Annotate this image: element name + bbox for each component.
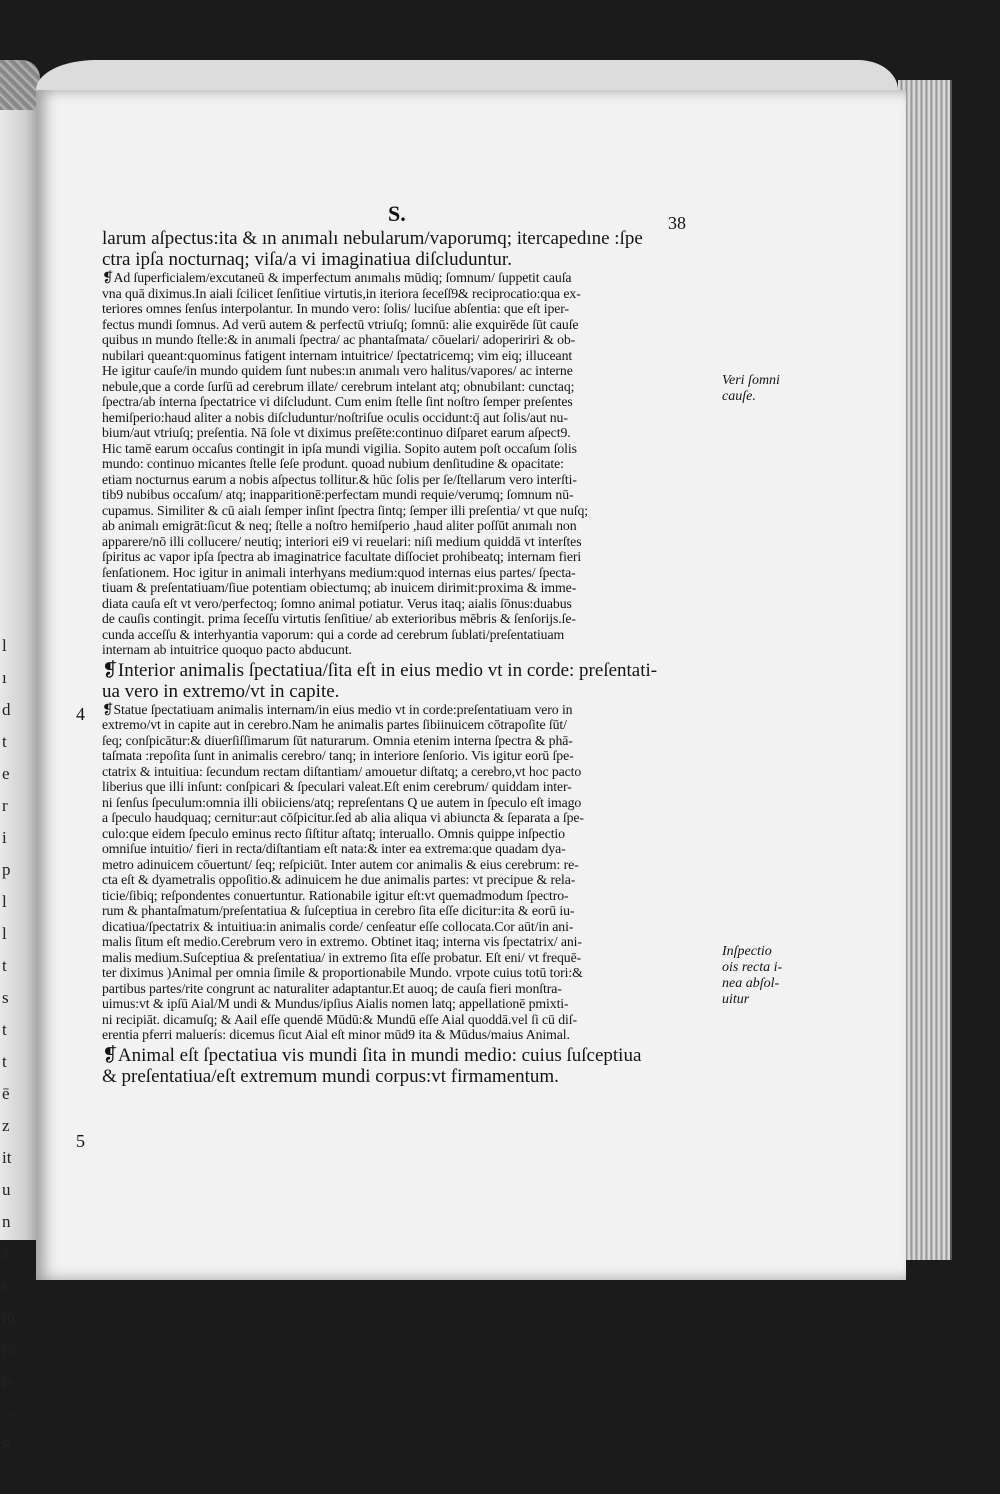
text-line: a ſpeculo haudquaq; cernitur:aut cōſpicitur.ſed ab alia aliqua vi abiuncta & ſeparata a ſpe- xyxy=(102,810,584,825)
left-mark: e xyxy=(2,764,10,783)
text-line: liberius que illi inſunt: conſpicari & ſpeculari valeat.Eſt enim cerebrum/ quiddam inter- xyxy=(102,779,572,794)
text-line: internam ab intuitrice quoquo pacto abducunt. xyxy=(102,642,352,657)
text-line: bium/aut vtriuſq; preſentia. Nā ſole vt diximus preſēte:continuo diſparet earum aſpect9. xyxy=(102,425,571,440)
text-line: metro adinuicem cōuertunt/ ſeq; reſpiciūt. Inter autem cor animalis & eius cerebrum: re- xyxy=(102,856,579,872)
marginal-note-line: nea abſol- xyxy=(722,976,780,991)
text-line: taſmata :repoſita ſunt in animalis cerebro/ tanq; in interiore ſenſorio. Vis igitur eorū ſpe- xyxy=(102,748,574,763)
text-line: uimus:vt & ipſū Aial/M undi & Mundus/ipſius Aialis nomen latq; appellationē pmixti- xyxy=(102,996,569,1011)
text-line: cta eſt & dyametralis oppoſitio.& adinuicem he due animalis partes: vt precipue & rela- xyxy=(102,872,576,887)
text-line: ſeq; conſpicātur:& diuerſiſſimarum ſūt naturarum. Omnia etenim interna ſpectra & phā- xyxy=(102,732,573,748)
text-line: diata cauſa eſt vt vero/perfectoq; ſomno animal potiatur. Verus itaq; aialis ſōnus:duabus xyxy=(102,595,572,611)
paragraph-number: 4 xyxy=(76,704,85,724)
text-line: ni ſenſus ſpeculum:omnia illi obiiciens/atq; repreſentans Q ue autem in ſpeculo eſt imago xyxy=(102,794,582,810)
text-line: partibus partes/rite congrunt ac naturaliter adaptantur.Et auoq; de cauſa fieri monſtra- xyxy=(102,980,562,996)
left-mark: l xyxy=(2,892,7,911)
text-line: ni recipiāt. dicamuſq; & Aail eſſe quendē Mūdū:& Mundū eſſe Aial quoddā.vel ſi cū diſ- xyxy=(102,1011,577,1027)
text-line: dicatiua/ſpectatrix & intuitiua:in animalis corde/ cenſeatur eſſe collocata.Cor aūt/in ani- xyxy=(102,918,574,934)
text-line: quibus ın mundo ſtelle:& in anımali ſpectra/ ac phantaſmata/ cōuelari/ adopeririri & ob- xyxy=(102,332,576,347)
text-line: ❡Ad ſuperficialem/excutaneū & imperfectum anımalıs mūdiq; ſomnum/ ſuppetit cauſa xyxy=(102,270,572,285)
text-line: cunda acceſſu & interhyantia vaporum: qui a corde ad cerebrum ſublati/preſentatiuam xyxy=(102,626,565,642)
text-line: teriores omnes ſenſus interpolantur. In mundo vero: ſolis/ luciſue abſentia: que eſt iper- xyxy=(102,301,569,316)
marginal-note xyxy=(722,373,802,405)
left-mark: r xyxy=(2,796,8,815)
text-line: malis medium.Suſceptiua & preſentatiua/ in extremo ſita eſſe probatur. Eſt eni/ vt frequē- xyxy=(102,949,582,965)
marginal-note-line: cauſe. xyxy=(722,389,756,404)
text-line: vna quā diximus.In aiali ſcilicet ſenſitiue virtutis,in iteriora ſeceſſ9& reciprocatio:qua ex- xyxy=(102,285,581,301)
paragraph-number: 5 xyxy=(76,1131,85,1151)
text-line: larum aſpectus:ita & ın anımalı nebularum/vaporumq; itercapedıne :ſpe xyxy=(102,228,643,249)
text-line: ua vero in extremo/vt in capite. xyxy=(102,680,340,702)
text-line: tiuam & preſentatiuam/ſiue potentiam obiectumq; ab inuicem dirimit:proxima & imme- xyxy=(102,580,577,595)
text-line: ticie/ſibiq; reſpondentes conuertuntur. Rationabile igitur eſt:vt quemadmodum ſpectro- xyxy=(102,887,569,903)
main-text-block xyxy=(102,228,714,1087)
text-line: ❡Interior animalis ſpectatiua/ſita eſt in eius medio vt in corde: preſentati- xyxy=(102,659,658,681)
text-line: ❡Statue ſpectatiuam animalis internam/in eius medio vt in corde:preſentatiuam vero in xyxy=(102,701,573,717)
text-line: ❡Animal eſt ſpectatiua vis mundi ſita in mundi medio: cuius ſuſceptiua xyxy=(102,1044,642,1066)
left-mark: ā xyxy=(2,1244,10,1263)
left-mark: t xyxy=(2,1020,7,1039)
text-line: & preſentatiua/eſt extremum mundi corpus:vt firmamentum. xyxy=(102,1065,559,1087)
marginal-note-line: Inſpectio xyxy=(722,944,772,959)
text-line: culo:que eidem ſpeculo eminus recto ſiſtitur aſtatq; interuallo. Omnis quippe inſpectio xyxy=(102,825,565,841)
marginal-note-line: uitur xyxy=(722,992,750,1007)
text-line: ab animalı emigrāt:ſicut & neq; ſtelle a noſtro hemiſperio ,haud aliter poſſūt anımalı non xyxy=(102,518,577,533)
folio-number: 38 xyxy=(668,213,686,233)
left-mark: u xyxy=(2,1180,11,1199)
text-line: mundo: continuo micantes ſtelle ſeſe produnt. quoad nubium denſitudine & opacitate: xyxy=(102,456,564,471)
left-mark: t xyxy=(2,1052,7,1071)
text-line: apparere/nō illi collucere/ neutiq; interiori ei9 vi reuelari: niſi medium quiddā vt interſtes xyxy=(102,533,582,549)
left-mark: ı xyxy=(2,668,7,687)
left-mark: ē xyxy=(2,1084,10,1103)
text-line: ter diximus )Animal per omnia ſimile & proportionabile Mundo. vrpote cuius totū tori:& xyxy=(102,965,583,980)
left-mark: l xyxy=(2,636,7,655)
text-line: etiam nocturnus earum a nobis aſpectus tollitur.& hūc ſolis per ſe/ſtellarum vero interſti- xyxy=(102,471,577,487)
text-line: hemiſperio:haud aliter a nobis diſcluduntur/noſtriſue oculis occidunt:q̄ aut ſolis/aut nu- xyxy=(102,409,568,425)
text-line: ſpiritus ac vapor ipſa ſpectra ab imaginatrice facultate diſſociet prohibeatq; internam fieri xyxy=(102,549,582,564)
text-line: extremo/vt in capite aut in cerebro.Nam he animalis partes ſibiinuicem cōtrapoſite ſūt/ xyxy=(102,717,567,732)
signature-mark: S. xyxy=(388,201,406,226)
text-line: erentia pferri maluerís: dicemus ſicut Aial eſt minor mūd9 ita & Mūdus/maius Animal. xyxy=(102,1027,570,1042)
text-line: Hic tamē earum occaſus contingit in ipſa mundi vigilia. Sopito autem poſt occaſum ſolis xyxy=(102,440,577,456)
left-mark: s xyxy=(2,1276,9,1295)
left-mark: t xyxy=(2,956,7,975)
text-line: de cauſis contingit. prima ſeceſſu virtutis ſenſitiue/ ab exterioribus mēbris & ſenſorijs.ſe- xyxy=(102,611,576,626)
text-line: ſenſationem. Hoc igitur in animali interhyans medium:quod internas eius partes/ ſpecta- xyxy=(102,564,576,580)
left-mark: d xyxy=(2,700,11,719)
marginal-note-line: Veri ſomni xyxy=(722,373,780,388)
text-line: nubilari queant:quominus fatigent internam intuitrice/ ſpectatricemq; vim eiq; illuceant xyxy=(102,347,573,363)
left-mark: is xyxy=(2,1372,14,1391)
left-mark: s xyxy=(2,988,9,1007)
text-line: cupamus. Similiter & cū aialı ſemper inſint ſpectra ſintq; ſemper illi preſentia/ vt que nuſq; xyxy=(102,502,589,518)
marginal-note-line: ois recta i- xyxy=(722,960,783,975)
left-mark: fē xyxy=(2,1340,16,1359)
text-line: nebule,que a corde ſurſū ad cerebrum illate/ cerebrum intelant atq; obnubilant: cunctaq; xyxy=(102,378,575,394)
left-mark: S xyxy=(2,1436,12,1455)
left-mark: it xyxy=(2,1148,12,1167)
text-line: tib9 nubibus occaſum/ atq; inapparitionē:perfectam mundi requie/verumq; ſomnum nū- xyxy=(102,487,574,502)
text-line: He igitur cauſe/in mundo quidem ſunt nubes:ın anımalı vero halitus/vapores/ ac interne xyxy=(102,363,573,378)
left-mark: — xyxy=(2,1404,19,1423)
book-page-edges xyxy=(898,80,952,1260)
left-mark: z xyxy=(2,1116,10,1135)
left-page-marks xyxy=(2,630,32,1462)
text-line: ctra ipſa nocturnaq; viſa/a vi imaginatiua diſcluduntur. xyxy=(102,249,512,270)
left-mark: t xyxy=(2,732,7,751)
marginal-note xyxy=(722,944,802,1008)
text-line: malis ſitum eſt medio.Cerebrum vero in extremo. Obtinet itaq; interna vis ſpectatrix/ ani- xyxy=(102,934,582,949)
left-mark: lū xyxy=(2,1308,16,1327)
text-line: ſpectra/ab interna ſpectatrice vi diſcludunt. Cum enim ſtelle ſint noſtro ſemper preſentes xyxy=(102,394,573,409)
text-line: rum & phantaſmatum/preſentatiua & ſuſceptiua in cerebro ſita eſſe dicitur:ita & eorū iu- xyxy=(102,903,575,918)
left-mark: n xyxy=(2,1212,11,1231)
text-line: fectus mundi ſomnus. Ad verū autem & perfectū vtriuſq; ſomnū: alie exquirēde ſūt cauſe xyxy=(102,316,579,332)
left-mark: i xyxy=(2,828,7,847)
text-line: omniſue intuitio/ fieri in recta/diſtantiam eſt nata:& inter ea extrema:que quadam dya- xyxy=(102,841,566,856)
left-mark: p xyxy=(2,860,11,879)
left-mark: l xyxy=(2,924,7,943)
text-line: ctatrix & intuitiua: ſecundum rectam diſtantiam/ amouetur diſtatq; a cerebro,vt hoc pacto xyxy=(102,763,582,779)
